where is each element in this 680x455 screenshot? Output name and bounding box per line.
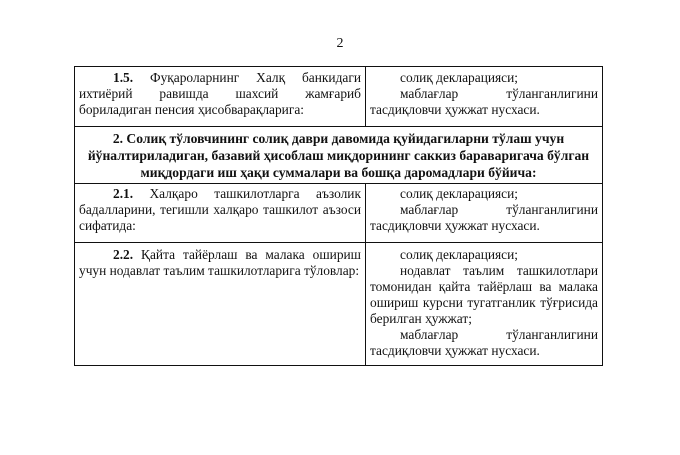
row-number: 2.1. <box>113 186 134 201</box>
document-item: маблағлар тўланганлигини тасдиқловчи ҳужжат нусхаси. <box>370 86 598 117</box>
document-item: солиқ декларацияси; <box>400 70 519 85</box>
section-header-row <box>75 127 603 184</box>
row-documents <box>366 184 603 243</box>
section-header: 2. Солиқ тўловчининг солиқ даври давомида қуйидагиларни тўлаш учун йўналтириладиган, базавий ҳисоблаш миқдорининг саккиз бараваригача бўлган миқдордаги иш ҳақи суммалари ва бошқа даромадлари бўйича: <box>75 127 603 184</box>
document-item: маблағлар тўланганлигини тасдиқловчи ҳужжат нусхаси. <box>370 327 598 358</box>
document-item: солиқ декларацияси; <box>400 247 519 262</box>
row-description <box>75 67 366 127</box>
row-description-text: 1.5. Фуқароларнинг Халқ банкидаги ихтиёрий равишда шахсий жамғариб бориладиган пенсия ҳисобварақларига: <box>79 70 361 117</box>
document-table <box>74 66 603 366</box>
row-description-text: 2.1. Халқаро ташкилотларга аъзолик бадалларини, тегишли халқаро ташкилот аъзоси сифатида: <box>79 186 361 233</box>
document-item: солиқ декларацияси; <box>400 186 519 201</box>
row-description <box>75 184 366 243</box>
table-row <box>75 184 603 243</box>
row-number: 1.5. <box>113 70 134 85</box>
row-documents <box>366 243 603 366</box>
row-description <box>75 243 366 366</box>
page-number: 2 <box>336 36 344 51</box>
table-row <box>75 243 603 366</box>
table-row <box>75 67 603 127</box>
row-documents <box>366 67 603 127</box>
document-item: маблағлар тўланганлигини тасдиқловчи ҳужжат нусхаси. <box>370 202 598 233</box>
row-description-text: 2.2. Қайта тайёрлаш ва малака ошириш учун нодавлат таълим ташкилотларига тўловлар: <box>79 247 361 278</box>
row-number: 2.2. <box>113 247 134 262</box>
document-item: нодавлат таълим ташкилотлари томонидан қайта тайёрлаш ва малака ошириш курсни тугатганлик тўғрисида берилган ҳужжат; <box>370 263 598 326</box>
